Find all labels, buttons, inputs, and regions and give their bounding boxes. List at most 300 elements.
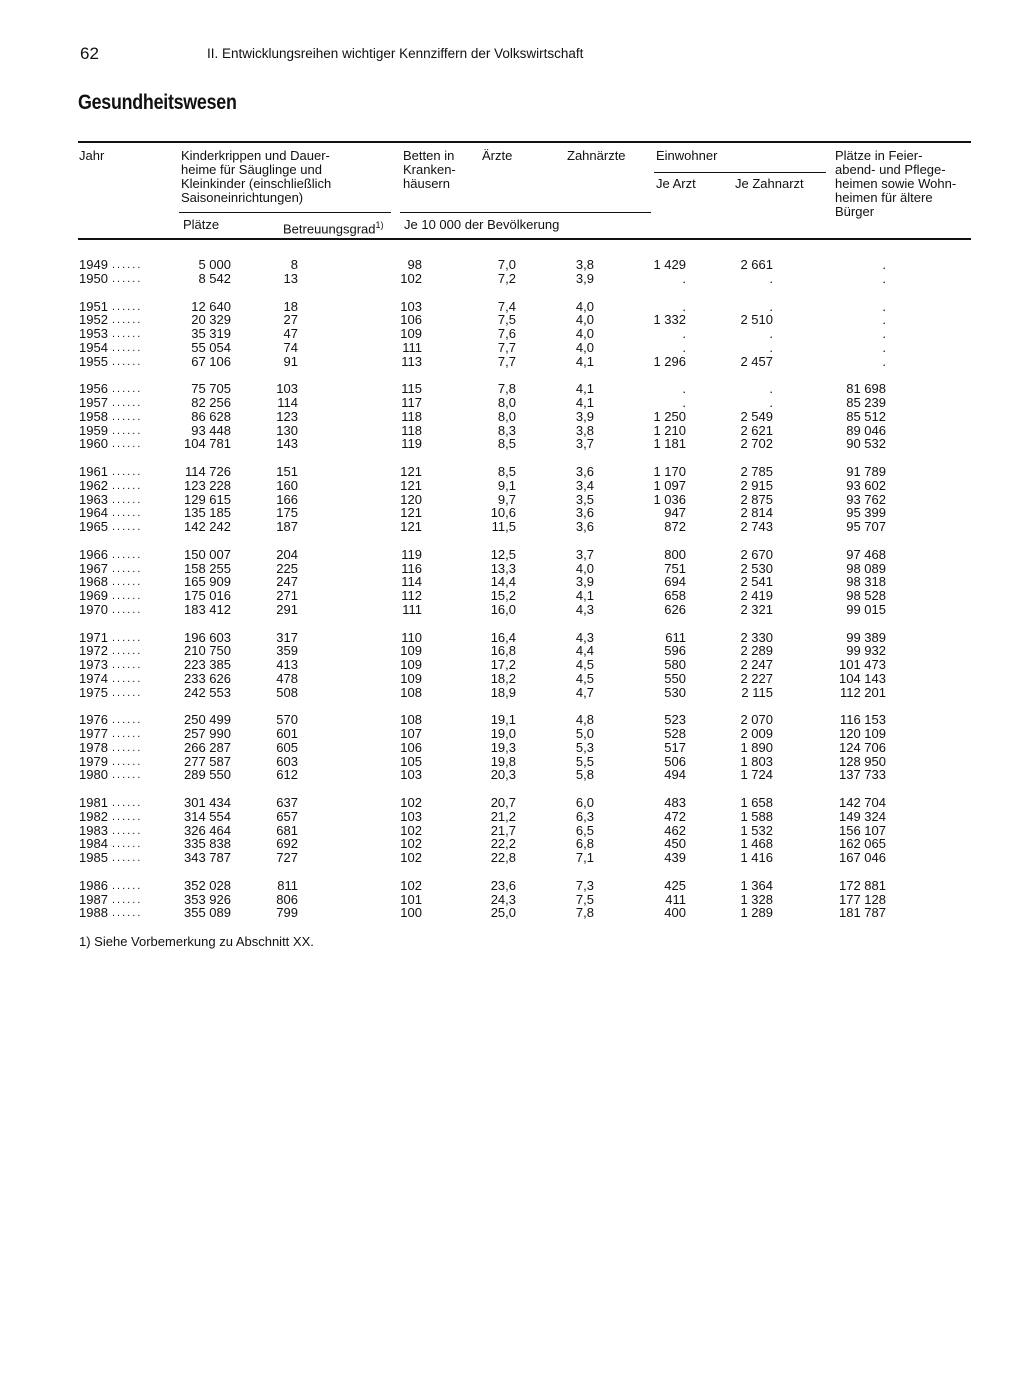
einwohner-je-arzt-cell: 483 xyxy=(664,795,686,810)
einwohner-je-arzt-cell: 1 036 xyxy=(653,491,686,507)
pflegeplaetze-cell: 93 602 xyxy=(846,477,886,493)
leader-dots: ...... xyxy=(112,769,143,782)
einwohner-je-zahnarzt-cell: 1 364 xyxy=(740,877,773,893)
plaetze-cell: 55 054 xyxy=(191,339,231,355)
year-cell: 1969 xyxy=(79,588,108,603)
betreuungsgrad-cell: 18 xyxy=(283,298,298,314)
betten-cell: 114 xyxy=(401,574,422,590)
year-cell: 1968 xyxy=(79,574,108,590)
plaetze-cell: 353 926 xyxy=(184,891,231,907)
betten-cell: 111 xyxy=(402,601,422,617)
table-row xyxy=(0,258,1024,272)
plaetze-cell: 135 185 xyxy=(184,505,231,521)
zahnaerzte-cell: 3,8 xyxy=(575,257,594,272)
plaetze-cell: 301 434 xyxy=(184,795,231,810)
aerzte-cell: 7,7 xyxy=(497,353,516,369)
plaetze-cell: 104 781 xyxy=(184,436,231,452)
plaetze-cell: 86 628 xyxy=(191,408,231,424)
year-cell: 1973 xyxy=(79,657,108,672)
plaetze-cell: 335 838 xyxy=(184,836,231,852)
einwohner-je-zahnarzt-cell: 2 621 xyxy=(740,422,773,438)
leader-dots: ...... xyxy=(112,824,143,837)
betreuungsgrad-cell: 291 xyxy=(276,601,298,617)
einwohner-je-zahnarzt-cell: 2 510 xyxy=(740,312,773,328)
aerzte-cell: 7,6 xyxy=(497,326,516,341)
pflegeplaetze-cell: 124 706 xyxy=(839,739,886,755)
section-title: Gesundheitswesen xyxy=(78,91,237,114)
zahnaerzte-cell: 4,0 xyxy=(575,298,594,314)
aerzte-cell: 21,2 xyxy=(490,808,516,824)
betreuungsgrad-cell: 8 xyxy=(290,257,298,272)
betten-cell: 117 xyxy=(401,395,422,410)
leader-dots: ...... xyxy=(112,672,143,685)
zahnaerzte-cell: 4,1 xyxy=(575,381,594,397)
year-cell: 1955 xyxy=(79,353,108,369)
aerzte-cell: 19,8 xyxy=(490,753,516,769)
aerzte-cell: 22,2 xyxy=(490,836,516,852)
betten-cell: 103 xyxy=(400,808,422,824)
pflegeplaetze-cell: 167 046 xyxy=(839,850,886,865)
einwohner-je-arzt-cell: 462 xyxy=(664,822,686,838)
einwohner-je-arzt-cell: 1 250 xyxy=(653,408,686,424)
betten-cell: 109 xyxy=(400,657,422,672)
pflegeplaetze-cell: 137 733 xyxy=(839,767,886,783)
year-cell: 1987 xyxy=(79,891,108,907)
table-row xyxy=(0,879,1024,893)
pflegeplaetze-cell: 89 046 xyxy=(846,422,886,438)
betreuungsgrad-cell: 27 xyxy=(283,312,298,328)
einwohner-je-zahnarzt-cell: 1 468 xyxy=(740,836,773,852)
betten-cell: 121 xyxy=(400,505,422,521)
einwohner-je-arzt-cell: 411 xyxy=(665,891,686,907)
running-head: II. Entwicklungsreihen wichtiger Kennziffern der Volkswirtschaft xyxy=(207,46,584,61)
table-row xyxy=(0,327,1024,341)
year-cell: 1970 xyxy=(79,601,108,617)
einwohner-je-zahnarzt-cell: . xyxy=(769,339,773,355)
aerzte-cell: 18,9 xyxy=(490,684,516,700)
betten-cell: 100 xyxy=(400,905,422,921)
zahnaerzte-cell: 4,1 xyxy=(575,395,594,410)
aerzte-cell: 19,1 xyxy=(490,712,516,728)
zahnaerzte-cell: 3,8 xyxy=(575,422,594,438)
plaetze-cell: 196 603 xyxy=(184,629,231,645)
betreuungsgrad-cell: 657 xyxy=(276,808,298,824)
einwohner-je-arzt-cell: 658 xyxy=(664,588,686,603)
leader-dots: ...... xyxy=(112,714,143,727)
leader-dots: ...... xyxy=(112,272,143,285)
einwohner-je-arzt-cell: 523 xyxy=(664,712,686,728)
year-cell: 1959 xyxy=(79,422,108,438)
aerzte-cell: 9,1 xyxy=(497,477,516,493)
zahnaerzte-cell: 3,9 xyxy=(575,574,594,590)
betten-cell: 102 xyxy=(400,836,422,852)
betreuungsgrad-cell: 692 xyxy=(276,836,298,852)
aerzte-cell: 13,3 xyxy=(490,560,516,576)
betreuungsgrad-cell: 160 xyxy=(276,477,298,493)
einwohner-je-arzt-cell: 596 xyxy=(664,643,686,659)
einwohner-je-arzt-cell: 400 xyxy=(664,905,686,921)
betreuungsgrad-cell: 811 xyxy=(277,877,298,893)
zahnaerzte-cell: 4,3 xyxy=(575,601,594,617)
pflegeplaetze-cell: 98 528 xyxy=(846,588,886,603)
einwohner-je-arzt-cell: 947 xyxy=(664,505,686,521)
leader-dots: ...... xyxy=(112,438,143,451)
aerzte-cell: 9,7 xyxy=(497,491,516,507)
zahnaerzte-cell: 5,5 xyxy=(575,753,594,769)
einwohner-je-zahnarzt-cell: 1 803 xyxy=(740,753,773,769)
einwohner-je-zahnarzt-cell: 2 419 xyxy=(740,588,773,603)
plaetze-cell: 82 256 xyxy=(191,395,231,410)
einwohner-je-zahnarzt-cell: . xyxy=(769,270,773,286)
betten-cell: 118 xyxy=(401,422,422,438)
leader-dots: ...... xyxy=(112,852,143,864)
zahnaerzte-cell: 3,6 xyxy=(575,505,594,521)
betreuungsgrad-cell: 91 xyxy=(283,353,298,369)
plaetze-cell: 75 705 xyxy=(191,381,231,397)
zahnaerzte-cell: 7,8 xyxy=(575,905,594,921)
aerzte-cell: 7,4 xyxy=(497,298,516,314)
pflegeplaetze-cell: 162 065 xyxy=(839,836,886,852)
aerzte-cell: 15,2 xyxy=(490,588,516,603)
zahnaerzte-cell: 4,3 xyxy=(575,629,594,645)
aerzte-cell: 7,0 xyxy=(497,257,516,272)
leader-dots: ...... xyxy=(112,300,143,313)
plaetze-cell: 277 587 xyxy=(184,753,231,769)
pflegeplaetze-cell: 90 532 xyxy=(846,436,886,452)
aerzte-cell: 17,2 xyxy=(490,657,516,672)
pflegeplaetze-cell: 116 153 xyxy=(839,712,886,728)
table-row xyxy=(0,396,1024,410)
einwohner-je-arzt-cell: 1 332 xyxy=(653,312,686,328)
betreuungsgrad-cell: 359 xyxy=(276,643,298,659)
einwohner-je-zahnarzt-cell: 1 328 xyxy=(740,891,773,907)
betreuungsgrad-cell: 317 xyxy=(276,629,298,645)
zahnaerzte-cell: 4,1 xyxy=(575,353,594,369)
pflegeplaetze-cell: 98 089 xyxy=(846,560,886,576)
einwohner-je-arzt-cell: 425 xyxy=(664,877,686,893)
aerzte-cell: 11,5 xyxy=(491,519,516,534)
einwohner-je-arzt-cell: 626 xyxy=(664,601,686,617)
plaetze-cell: 129 615 xyxy=(184,491,231,507)
betten-cell: 106 xyxy=(400,739,422,755)
plaetze-cell: 150 007 xyxy=(184,546,231,562)
zahnaerzte-cell: 4,4 xyxy=(575,643,594,659)
betten-cell: 103 xyxy=(400,298,422,314)
betten-cell: 119 xyxy=(401,436,422,452)
zahnaerzte-cell: 6,3 xyxy=(575,808,594,824)
betreuungsgrad-cell: 247 xyxy=(276,574,298,590)
zahnaerzte-cell: 4,0 xyxy=(575,326,594,341)
leader-dots: ...... xyxy=(112,576,143,589)
leader-dots: ...... xyxy=(112,797,143,809)
einwohner-je-arzt-cell: 494 xyxy=(664,767,686,783)
aerzte-cell: 20,3 xyxy=(490,767,516,783)
leader-dots: ...... xyxy=(112,631,143,644)
pflegeplaetze-cell: 172 881 xyxy=(839,877,886,893)
betten-cell: 111 xyxy=(402,339,422,355)
einwohner-je-arzt-cell: 694 xyxy=(664,574,686,590)
einwohner-je-arzt-cell: 1 170 xyxy=(653,464,686,479)
pflegeplaetze-cell: 142 704 xyxy=(839,795,886,810)
header-plaetze: Plätze xyxy=(183,217,220,232)
zahnaerzte-cell: 4,5 xyxy=(575,670,594,686)
leader-dots: ...... xyxy=(112,341,143,354)
einwohner-je-arzt-cell: 1 210 xyxy=(653,422,686,438)
einwohner-je-arzt-cell: 872 xyxy=(664,519,686,534)
table-row xyxy=(0,658,1024,672)
pflegeplaetze-cell: . xyxy=(882,326,886,341)
pflegeplaetze-cell: 91 789 xyxy=(846,464,886,479)
leader-dots: ...... xyxy=(112,907,143,920)
betreuungsgrad-cell: 187 xyxy=(276,519,298,534)
year-cell: 1979 xyxy=(79,753,108,769)
leader-dots: ...... xyxy=(112,521,143,533)
betten-cell: 102 xyxy=(400,822,422,838)
table-row xyxy=(0,479,1024,493)
table-row xyxy=(0,851,1024,865)
betten-cell: 113 xyxy=(401,353,422,369)
betreuungsgrad-footnote-mark: 1) xyxy=(375,220,384,230)
einwohner-je-arzt-cell: 580 xyxy=(664,657,686,672)
year-cell: 1974 xyxy=(79,670,108,686)
aerzte-cell: 12,5 xyxy=(490,546,516,562)
einwohner-je-zahnarzt-cell: 1 890 xyxy=(740,739,773,755)
betten-cell: 109 xyxy=(400,643,422,659)
table-row xyxy=(0,548,1024,562)
aerzte-cell: 8,3 xyxy=(497,422,516,438)
leader-dots: ...... xyxy=(112,838,143,851)
betreuungsgrad-cell: 123 xyxy=(276,408,298,424)
leader-dots: ...... xyxy=(112,397,143,409)
pflegeplaetze-cell: 149 324 xyxy=(839,808,886,824)
plaetze-cell: 123 228 xyxy=(184,477,231,493)
betten-cell: 121 xyxy=(400,464,422,479)
betreuungsgrad-cell: 130 xyxy=(276,422,298,438)
betten-cell: 119 xyxy=(401,546,422,562)
betten-cell: 116 xyxy=(401,560,422,576)
leader-dots: ...... xyxy=(112,259,143,271)
year-cell: 1960 xyxy=(79,436,108,452)
table-row xyxy=(0,410,1024,424)
year-cell: 1965 xyxy=(79,519,108,534)
table-row xyxy=(0,768,1024,782)
aerzte-cell: 14,4 xyxy=(490,574,516,590)
plaetze-cell: 67 106 xyxy=(191,353,231,369)
table-row xyxy=(0,796,1024,810)
einwohner-je-arzt-cell: 530 xyxy=(664,684,686,700)
plaetze-cell: 210 750 xyxy=(184,643,231,659)
betten-cell: 110 xyxy=(401,629,422,645)
betten-cell: 121 xyxy=(400,477,422,493)
footnote: 1) Siehe Vorbemerkung zu Abschnitt XX. xyxy=(79,934,314,949)
pflegeplaetze-cell: 104 143 xyxy=(839,670,886,686)
pflegeplaetze-cell: 99 015 xyxy=(846,601,886,617)
einwohner-je-arzt-cell: 506 xyxy=(664,753,686,769)
betten-cell: 109 xyxy=(400,670,422,686)
betten-cell: 101 xyxy=(400,891,422,907)
year-cell: 1985 xyxy=(79,850,108,865)
zahnaerzte-cell: 3,6 xyxy=(575,464,594,479)
einwohner-je-zahnarzt-cell: . xyxy=(769,326,773,341)
einwohner-je-zahnarzt-cell: 2 814 xyxy=(740,505,773,521)
pflegeplaetze-cell: 81 698 xyxy=(846,381,886,397)
year-cell: 1949 xyxy=(79,257,108,272)
einwohner-je-zahnarzt-cell: 2 530 xyxy=(740,560,773,576)
pflegeplaetze-cell: 156 107 xyxy=(839,822,886,838)
je10000-overline xyxy=(400,212,651,213)
year-cell: 1981 xyxy=(79,795,108,810)
betten-cell: 105 xyxy=(400,753,422,769)
pflegeplaetze-cell: 85 512 xyxy=(846,408,886,424)
pflegeplaetze-cell: 85 239 xyxy=(846,395,886,410)
year-cell: 1956 xyxy=(79,381,108,397)
leader-dots: ...... xyxy=(112,424,143,437)
zahnaerzte-cell: 5,0 xyxy=(575,726,594,741)
plaetze-cell: 266 287 xyxy=(184,739,231,755)
einwohner-je-arzt-cell: 1 296 xyxy=(653,353,686,369)
leader-dots: ...... xyxy=(112,893,143,906)
aerzte-cell: 8,5 xyxy=(497,464,516,479)
leader-dots: ...... xyxy=(112,741,143,754)
zahnaerzte-cell: 3,6 xyxy=(575,519,594,534)
table-row xyxy=(0,272,1024,286)
betreuungsgrad-cell: 413 xyxy=(276,657,298,672)
plaetze-cell: 352 028 xyxy=(184,877,231,893)
betreuungsgrad-cell: 204 xyxy=(276,546,298,562)
leader-dots: ...... xyxy=(112,879,143,892)
betreuungsgrad-label: Betreuungsgrad xyxy=(283,221,376,237)
year-cell: 1972 xyxy=(79,643,108,659)
pflegeplaetze-cell: . xyxy=(882,270,886,286)
einwohner-underline xyxy=(654,172,826,173)
table-row xyxy=(0,906,1024,920)
aerzte-cell: 16,0 xyxy=(490,601,516,617)
einwohner-je-zahnarzt-cell: 1 532 xyxy=(740,822,773,838)
betten-cell: 102 xyxy=(400,270,422,286)
header-je-zahnarzt: Je Zahnarzt xyxy=(735,176,804,191)
pflegeplaetze-cell: . xyxy=(882,353,886,369)
year-cell: 1984 xyxy=(79,836,108,852)
aerzte-cell: 16,4 xyxy=(490,629,516,645)
page-number: 62 xyxy=(80,44,99,63)
zahnaerzte-cell: 3,4 xyxy=(575,477,594,493)
plaetze-cell: 314 554 xyxy=(184,808,231,824)
einwohner-je-zahnarzt-cell: 2 915 xyxy=(740,477,773,493)
leader-dots: ...... xyxy=(112,810,143,823)
einwohner-je-arzt-cell: 517 xyxy=(664,739,686,755)
plaetze-cell: 158 255 xyxy=(184,560,231,576)
plaetze-cell: 223 385 xyxy=(184,657,231,672)
zahnaerzte-cell: 4,0 xyxy=(575,560,594,576)
table-row xyxy=(0,355,1024,369)
einwohner-je-arzt-cell: 1 429 xyxy=(653,257,686,272)
aerzte-cell: 19,0 xyxy=(490,726,516,741)
betten-cell: 115 xyxy=(401,381,422,397)
leader-dots: ...... xyxy=(112,328,143,340)
plaetze-cell: 326 464 xyxy=(184,822,231,838)
zahnaerzte-cell: 4,0 xyxy=(575,339,594,355)
betten-cell: 108 xyxy=(400,712,422,728)
betreuungsgrad-cell: 601 xyxy=(276,726,298,741)
header-betreuungsgrad xyxy=(283,218,384,236)
plaetze-cell: 343 787 xyxy=(184,850,231,865)
zahnaerzte-cell: 4,0 xyxy=(575,312,594,328)
plaetze-cell: 20 329 xyxy=(191,312,231,328)
plaetze-cell: 250 499 xyxy=(184,712,231,728)
leader-dots: ...... xyxy=(112,603,143,616)
plaetze-cell: 183 412 xyxy=(184,601,231,617)
betreuungsgrad-cell: 478 xyxy=(276,670,298,686)
year-cell: 1964 xyxy=(79,505,108,521)
plaetze-cell: 35 319 xyxy=(191,326,231,341)
plaetze-cell: 12 640 xyxy=(191,298,231,314)
betten-cell: 118 xyxy=(401,408,422,424)
zahnaerzte-cell: 3,7 xyxy=(575,546,594,562)
leader-dots: ...... xyxy=(112,507,143,520)
einwohner-je-zahnarzt-cell: 2 549 xyxy=(740,408,773,424)
plaetze-cell: 233 626 xyxy=(184,670,231,686)
zahnaerzte-cell: 4,8 xyxy=(575,712,594,728)
betreuungsgrad-cell: 605 xyxy=(276,739,298,755)
pflegeplaetze-cell: 112 201 xyxy=(839,684,886,700)
plaetze-cell: 5 000 xyxy=(198,257,231,272)
year-cell: 1976 xyxy=(79,712,108,728)
leader-dots: ...... xyxy=(112,383,143,396)
einwohner-je-zahnarzt-cell: 1 588 xyxy=(740,808,773,824)
plaetze-cell: 93 448 xyxy=(191,422,231,438)
betreuungsgrad-cell: 175 xyxy=(276,505,298,521)
pflegeplaetze-cell: 128 950 xyxy=(839,753,886,769)
betreuungsgrad-cell: 166 xyxy=(276,491,298,507)
betreuungsgrad-cell: 637 xyxy=(276,795,298,810)
aerzte-cell: 16,8 xyxy=(490,643,516,659)
aerzte-cell: 7,5 xyxy=(497,312,516,328)
plaetze-cell: 114 726 xyxy=(184,464,231,479)
aerzte-cell: 21,7 xyxy=(490,822,516,838)
betreuungsgrad-cell: 570 xyxy=(276,712,298,728)
leader-dots: ...... xyxy=(112,548,143,561)
pflegeplaetze-cell: . xyxy=(882,257,886,272)
betreuungsgrad-cell: 508 xyxy=(276,684,298,700)
betten-cell: 112 xyxy=(401,588,422,603)
table-row xyxy=(0,672,1024,686)
einwohner-je-zahnarzt-cell: 2 321 xyxy=(740,601,773,617)
einwohner-je-zahnarzt-cell: 2 115 xyxy=(741,684,773,700)
plaetze-cell: 242 553 xyxy=(184,684,231,700)
year-cell: 1978 xyxy=(79,739,108,755)
aerzte-cell: 22,8 xyxy=(490,850,516,865)
betreuungsgrad-cell: 13 xyxy=(283,270,298,286)
zahnaerzte-cell: 4,7 xyxy=(575,684,594,700)
table-row xyxy=(0,341,1024,355)
leader-dots: ...... xyxy=(112,645,143,658)
year-cell: 1950 xyxy=(79,270,108,286)
leader-dots: ...... xyxy=(112,479,143,492)
zahnaerzte-cell: 5,8 xyxy=(575,767,594,783)
aerzte-cell: 7,2 xyxy=(497,270,516,286)
header-je-arzt: Je Arzt xyxy=(656,176,696,191)
zahnaerzte-cell: 6,0 xyxy=(575,795,594,810)
plaetze-cell: 142 242 xyxy=(184,519,231,534)
betreuungsgrad-cell: 114 xyxy=(277,395,298,410)
aerzte-cell: 8,0 xyxy=(497,408,516,424)
aerzte-cell: 8,5 xyxy=(497,436,516,452)
einwohner-je-arzt-cell: 751 xyxy=(664,560,686,576)
betten-cell: 103 xyxy=(400,767,422,783)
betten-cell: 102 xyxy=(400,850,422,865)
betreuungsgrad-cell: 727 xyxy=(276,850,298,865)
betreuungsgrad-cell: 799 xyxy=(276,905,298,921)
